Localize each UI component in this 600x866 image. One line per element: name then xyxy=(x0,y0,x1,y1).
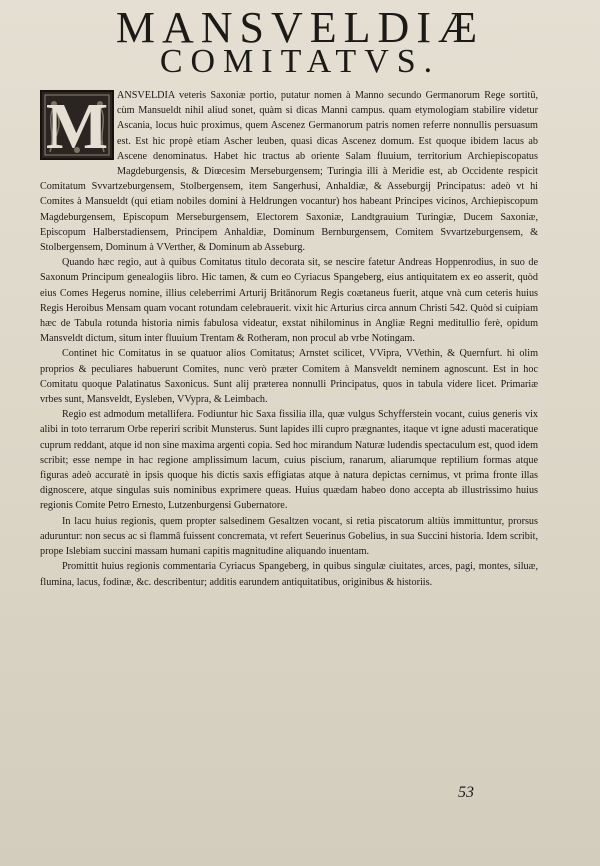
title-line-1: MANSVELDIÆ xyxy=(115,3,485,52)
drop-cap-letter: M xyxy=(45,90,109,163)
paragraph-6: Promittit huius regionis commentaria Cyriacus Spangeberg, in quibus singulæ ciuitates, arces, pagi, montes, siluæ, flumina, lacus, fodinæ, &c. describentur; additis earundem antiquitatibus, originibus & historiis. xyxy=(40,561,538,588)
body-text xyxy=(40,88,538,590)
paragraph-5: In lacu huius regionis, quem propter salsedinem Gesaltzen vocant, si retia piscatorum altiùs immittuntur, prorsus aduruntur: non secus ac si flammâ fuissent concremata, vt refert Seuerinus Gobelius, in sua Succini historia. Idem scribit, prope Islebiam succini massam humani capitis magnitudine aliquando inuentam. xyxy=(40,515,538,558)
paragraph-2: Quando hæc regio, aut à quibus Comitatus titulo decorata sit, se nescire fatetur Andreas Hoppenrodius, in suo de Saxonum Principum genealogiis libro. Hic tamen, & cum eo Cyriacus Spangeberg, eius antiquitatem ex eo asserit, quòd eius Comes Hegerus nomine, illius celeberrimi Arturij Britānorum Regis coætaneus fuerit, atque vnà cum ceteris huius Regis Heroibus Mensam quam vocant rotundam celebrauerit. vixit hic Arturius circa annum Christi 542. Quòd si cuipiam hæc de Tabula rotunda historia nimis fabulosa videatur, exstat nihilominus in Angliæ Regni meditullio ferè, opidum Mansveldt dictum, situm inter fluuium Trentam & Rotheram, non procul ab vrbe Notingam. xyxy=(40,257,538,345)
paragraph-4: Regio est admodum metallifera. Fodiuntur hic Saxa fissilia illa, quæ vulgus Schyfferstein vocant, cuius generis vix alibi in toto terrarum Orbe reperiri scribit Munsterus. Sunt lapides illi cupro prægnantes, itaque vt igne adusti maceratique cuprum reddant, atque id non sine maxima argenti copia. Sed hoc mirandum Naturæ ludendis spectaculum est, quod idem scribit; esse nempe in hac regione amplissimum lacum, cuius piscium, ranarum, aliarumque reptilium formas atque figuras adeò accuratè in ipsis quoque his dictis saxis effigiatas atque à natura depictas cernimus, vt prima fronte illas dignoscere, atque singulas suis nominibus exprimere queas. Huius quædam habeo dono accepta ab illustrissimo huius regionis Comite Petro Ernesto, Lutzenburgensi Gubernatore. xyxy=(40,409,538,512)
title-line-2: COMITATVS. xyxy=(159,43,441,80)
paragraph-1: ANSVELDIA veteris Saxoniæ portio, putatur nomen à Manno secundo Germanorum Rege sortitũ, cùm Mansueldt nihil aliud sonet, quàm si dicas Manni campus. quam etymologiam stabilire videtur Ascania, locus huic proximus, quem Ascenez Germanorum patris nomen referre nonnullis persuasum est. Est hic propè etiam Ascher leuben, quasi dicas Ascenez domum. Est quoque ibidem lacus ab Ascene denominatus. Habet hic tractus ab oriente Salam fluuium, territorium Archiepiscopatus Magdeburgensis, & Diœcesim Merseburgensem; Turingia illi à Meridie est, ab Occidente respicit Comitatum Svvartzeburgensem, Stolbergensem, item Sangerhusi, Anhaldiæ, & Asseburgij Principatus: adeò vt hi Comites à Mansueldt (qui etiam nobiles domini à Heldrungen vocantur) hos habeant Principes vicinos, Archiepiscopum Magdeburgensem, Episcopum Merseburgensem, Electorem Saxoniæ, Landtgrauium Turingiæ, Ducem Saxoniæ, Episcopum Halberstadiensem, Principem Anhaldiæ, Dominum Bernburgensem, Comitem Svvartzeburgensem, & Stolbergensem, Dominum à VVerther, & Dominum ab Asseburg. xyxy=(40,90,538,254)
paragraph-3: Continet hic Comitatus in se quatuor alios Comitatus; Arnstet scilicet, VVipra, VVethin, & Quernfurt. hi olim proprios & peculiares habuerunt Comites, nunc verò præter Comitem à Mansveldt neminem agnoscunt. Est in hoc Comitatu quoque Palatinatus Saxonicus. Sunt alij præterea nonnulli Principatus, quos in tabula videre licet. Primariæ vrbes sunt, Mansveldt, Eysleben, VVypra, & Leimbach. xyxy=(40,348,538,406)
page-number: 53 xyxy=(458,784,474,801)
